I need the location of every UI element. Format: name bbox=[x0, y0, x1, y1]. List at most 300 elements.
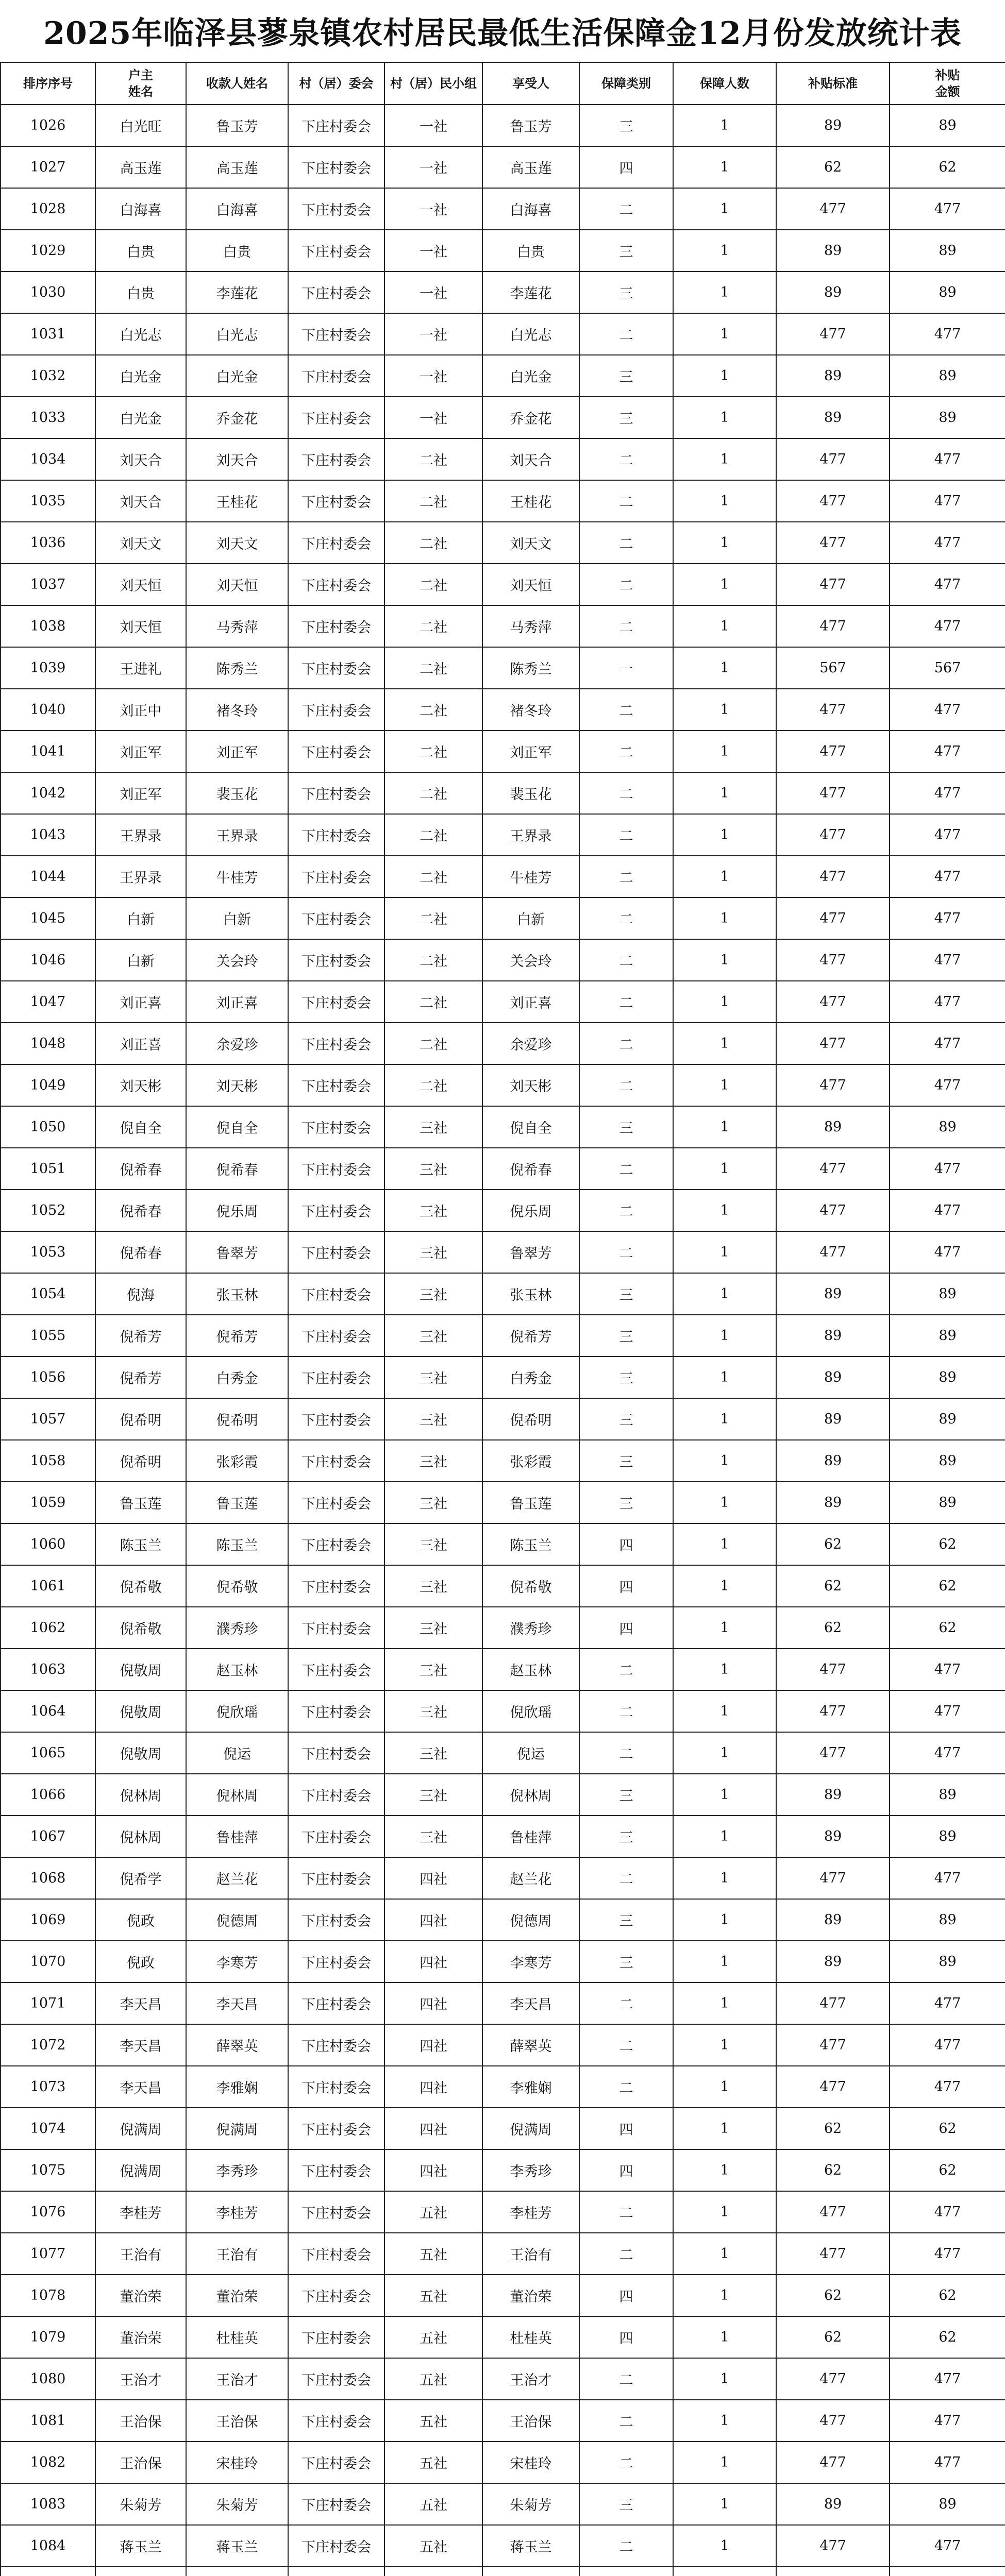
cell-group: 五社 bbox=[384, 2442, 482, 2483]
cell-count: 1 bbox=[673, 1732, 776, 1774]
cell-group: 五社 bbox=[384, 2358, 482, 2400]
cell-category: 三 bbox=[579, 1482, 673, 1523]
cell-village-committee: 下庄村委会 bbox=[288, 522, 384, 564]
cell-standard: 89 bbox=[776, 1482, 890, 1523]
cell-village-committee: 下庄村委会 bbox=[288, 438, 384, 480]
cell-seq: 1075 bbox=[1, 2149, 95, 2191]
cell-amount: 477 bbox=[890, 981, 1005, 1023]
cell-village-committee: 下庄村委会 bbox=[288, 188, 384, 230]
cell-payee: 李桂芳 bbox=[186, 2191, 288, 2233]
cell-count: 1 bbox=[673, 605, 776, 647]
table-row bbox=[1, 1440, 1005, 1482]
cell-standard: 477 bbox=[776, 438, 890, 480]
cell-count: 1 bbox=[673, 1482, 776, 1523]
cell-payee: 赵玉林 bbox=[186, 1649, 288, 1690]
cell-payee: 刘天合 bbox=[186, 438, 288, 480]
cell-householder: 王界录 bbox=[95, 814, 186, 856]
cell-count: 1 bbox=[673, 1231, 776, 1273]
cell-count bbox=[673, 2567, 776, 2576]
cell-group: 三社 bbox=[384, 1649, 482, 1690]
cell-standard: 477 bbox=[776, 2024, 890, 2066]
cell-payee: 董治荣 bbox=[186, 2275, 288, 2316]
cell-count: 1 bbox=[673, 2442, 776, 2483]
cell-category: 二 bbox=[579, 480, 673, 522]
cell-seq: 1061 bbox=[1, 1565, 95, 1607]
cell-village-committee: 下庄村委会 bbox=[288, 1941, 384, 1982]
subsidy-table bbox=[0, 62, 1005, 2576]
cell-group: 一社 bbox=[384, 397, 482, 438]
cell-count: 1 bbox=[673, 897, 776, 939]
cell-payee: 乔金花 bbox=[186, 397, 288, 438]
cell-householder: 倪政 bbox=[95, 1941, 186, 1982]
table-row bbox=[1, 1523, 1005, 1565]
cell-recipient: 白海喜 bbox=[482, 188, 579, 230]
cell-seq: 1045 bbox=[1, 897, 95, 939]
cell-amount: 89 bbox=[890, 105, 1005, 146]
table-row bbox=[1, 2400, 1005, 2442]
cell-standard: 89 bbox=[776, 1816, 890, 1857]
cell-village-committee: 下庄村委会 bbox=[288, 2483, 384, 2525]
table-row bbox=[1, 1064, 1005, 1106]
cell-count: 1 bbox=[673, 188, 776, 230]
cell-count: 1 bbox=[673, 480, 776, 522]
cell-category: 二 bbox=[579, 1982, 673, 2024]
cell-category: 二 bbox=[579, 188, 673, 230]
cell-payee: 李雅娴 bbox=[186, 2066, 288, 2108]
cell-seq: 1074 bbox=[1, 2108, 95, 2149]
cell-householder: 鲁玉莲 bbox=[95, 1482, 186, 1523]
cell-payee: 张玉林 bbox=[186, 1273, 288, 1315]
cell-village-committee: 下庄村委会 bbox=[288, 2400, 384, 2442]
cell-count: 1 bbox=[673, 438, 776, 480]
table-row bbox=[1, 2483, 1005, 2525]
cell-category: 三 bbox=[579, 2483, 673, 2525]
cell-recipient: 王治才 bbox=[482, 2358, 579, 2400]
cell-village-committee: 下庄村委会 bbox=[288, 1607, 384, 1649]
cell-village-committee: 下庄村委会 bbox=[288, 1523, 384, 1565]
cell-category: 二 bbox=[579, 1649, 673, 1690]
cell-group: 四社 bbox=[384, 2108, 482, 2149]
cell-amount: 477 bbox=[890, 2233, 1005, 2275]
cell-count: 1 bbox=[673, 2108, 776, 2149]
cell-amount: 477 bbox=[890, 605, 1005, 647]
cell-village-committee: 下庄村委会 bbox=[288, 1148, 384, 1190]
cell-group: 五社 bbox=[384, 2525, 482, 2567]
cell-payee: 倪满周 bbox=[186, 2108, 288, 2149]
cell-village-committee: 下庄村委会 bbox=[288, 1857, 384, 1899]
cell-householder: 倪希春 bbox=[95, 1148, 186, 1190]
cell-village-committee: 下庄村委会 bbox=[288, 2275, 384, 2316]
cell-recipient: 王治保 bbox=[482, 2400, 579, 2442]
cell-count: 1 bbox=[673, 2400, 776, 2442]
cell-category: 二 bbox=[579, 689, 673, 731]
cell-category: 二 bbox=[579, 2400, 673, 2442]
cell-payee: 倪德周 bbox=[186, 1899, 288, 1941]
cell-standard: 477 bbox=[776, 1982, 890, 2024]
cell-householder: 倪希明 bbox=[95, 1398, 186, 1440]
cell-amount: 477 bbox=[890, 2525, 1005, 2567]
cell-village-committee: 下庄村委会 bbox=[288, 1357, 384, 1398]
table-row bbox=[1, 1941, 1005, 1982]
cell-householder: 倪林周 bbox=[95, 1774, 186, 1816]
cell-count: 1 bbox=[673, 1106, 776, 1148]
cell-count: 1 bbox=[673, 564, 776, 605]
cell-recipient: 倪希敬 bbox=[482, 1565, 579, 1607]
cell-count: 1 bbox=[673, 772, 776, 814]
cell-village-committee: 下庄村委会 bbox=[288, 897, 384, 939]
cell-standard: 477 bbox=[776, 1690, 890, 1732]
cell-standard: 477 bbox=[776, 2525, 890, 2567]
cell-seq: 1038 bbox=[1, 605, 95, 647]
cell-householder: 白光金 bbox=[95, 397, 186, 438]
table-row bbox=[1, 2149, 1005, 2191]
cell-amount: 477 bbox=[890, 188, 1005, 230]
cell-amount: 477 bbox=[890, 772, 1005, 814]
table-row bbox=[1, 1607, 1005, 1649]
cell-category: 三 bbox=[579, 1357, 673, 1398]
cell-category: 二 bbox=[579, 1190, 673, 1231]
cell-recipient: 倪希明 bbox=[482, 1398, 579, 1440]
table-row bbox=[1, 146, 1005, 188]
cell-amount: 477 bbox=[890, 897, 1005, 939]
cell-group bbox=[384, 2567, 482, 2576]
table-row bbox=[1, 1106, 1005, 1148]
cell-seq: 1043 bbox=[1, 814, 95, 856]
cell-payee: 鲁玉莲 bbox=[186, 1482, 288, 1523]
cell-standard: 89 bbox=[776, 230, 890, 272]
cell-amount: 477 bbox=[890, 856, 1005, 897]
cell-recipient: 余爱珍 bbox=[482, 1023, 579, 1064]
cell-householder: 董治荣 bbox=[95, 2316, 186, 2358]
table-row bbox=[1, 1565, 1005, 1607]
table-row bbox=[1, 1023, 1005, 1064]
cell-count: 1 bbox=[673, 272, 776, 313]
table-row bbox=[1, 1816, 1005, 1857]
table-row bbox=[1, 939, 1005, 981]
cell-recipient: 薛翠英 bbox=[482, 2024, 579, 2066]
cell-count: 1 bbox=[673, 1357, 776, 1398]
cell-group: 三社 bbox=[384, 1315, 482, 1357]
cell-category: 三 bbox=[579, 1106, 673, 1148]
cell-group: 二社 bbox=[384, 522, 482, 564]
cell-group: 二社 bbox=[384, 814, 482, 856]
cell-group: 二社 bbox=[384, 939, 482, 981]
cell-group: 三社 bbox=[384, 1190, 482, 1231]
cell-group: 二社 bbox=[384, 564, 482, 605]
cell-recipient: 鲁玉芳 bbox=[482, 105, 579, 146]
cell-seq: 1069 bbox=[1, 1899, 95, 1941]
cell-category: 二 bbox=[579, 2233, 673, 2275]
cell-count: 1 bbox=[673, 2024, 776, 2066]
table-row bbox=[1, 605, 1005, 647]
cell-payee: 王桂花 bbox=[186, 480, 288, 522]
cell-payee: 白新 bbox=[186, 897, 288, 939]
cell-village-committee: 下庄村委会 bbox=[288, 939, 384, 981]
cell-village-committee: 下庄村委会 bbox=[288, 313, 384, 355]
cell-seq: 1065 bbox=[1, 1732, 95, 1774]
cell-amount: 89 bbox=[890, 355, 1005, 397]
cell-standard: 477 bbox=[776, 731, 890, 772]
cell-seq: 1066 bbox=[1, 1774, 95, 1816]
table-row bbox=[1, 1649, 1005, 1690]
cell-count: 1 bbox=[673, 689, 776, 731]
table-row bbox=[1, 772, 1005, 814]
cell-amount: 62 bbox=[890, 2108, 1005, 2149]
cell-payee: 李莲花 bbox=[186, 272, 288, 313]
cell-category: 四 bbox=[579, 2149, 673, 2191]
cell-category: 二 bbox=[579, 2066, 673, 2108]
cell-count: 1 bbox=[673, 397, 776, 438]
cell-village-committee: 下庄村委会 bbox=[288, 1565, 384, 1607]
cell-payee: 倪希明 bbox=[186, 1398, 288, 1440]
table-row bbox=[1, 2233, 1005, 2275]
cell-standard: 477 bbox=[776, 313, 890, 355]
cell-householder: 倪希敬 bbox=[95, 1607, 186, 1649]
cell-payee: 李秀珍 bbox=[186, 2149, 288, 2191]
cell-seq: 1040 bbox=[1, 689, 95, 731]
cell-category: 三 bbox=[579, 272, 673, 313]
cell-group: 三社 bbox=[384, 1523, 482, 1565]
cell-amount: 89 bbox=[890, 1899, 1005, 1941]
cell-category: 四 bbox=[579, 2316, 673, 2358]
cell-recipient: 褚冬玲 bbox=[482, 689, 579, 731]
cell-count: 1 bbox=[673, 230, 776, 272]
cell-standard: 477 bbox=[776, 1023, 890, 1064]
cell-group: 三社 bbox=[384, 1398, 482, 1440]
cell-standard: 89 bbox=[776, 1315, 890, 1357]
cell-recipient: 倪希春 bbox=[482, 1148, 579, 1190]
cell-amount: 89 bbox=[890, 397, 1005, 438]
cell-recipient: 李秀珍 bbox=[482, 2149, 579, 2191]
cell-payee: 刘天恒 bbox=[186, 564, 288, 605]
cell-group: 五社 bbox=[384, 2275, 482, 2316]
cell-householder: 倪希芳 bbox=[95, 1315, 186, 1357]
cell-standard: 62 bbox=[776, 2275, 890, 2316]
cell-count: 1 bbox=[673, 1023, 776, 1064]
cell-householder: 白光旺 bbox=[95, 105, 186, 146]
cell-amount: 477 bbox=[890, 1690, 1005, 1732]
cell-payee: 刘正喜 bbox=[186, 981, 288, 1023]
table-row bbox=[1, 1148, 1005, 1190]
cell-category: 三 bbox=[579, 230, 673, 272]
cell-group: 四社 bbox=[384, 2149, 482, 2191]
cell-householder: 倪希芳 bbox=[95, 1357, 186, 1398]
cell-recipient: 关会玲 bbox=[482, 939, 579, 981]
cell-count: 1 bbox=[673, 355, 776, 397]
cell-group: 四社 bbox=[384, 1857, 482, 1899]
cell-category: 二 bbox=[579, 1148, 673, 1190]
cell-category: 二 bbox=[579, 522, 673, 564]
cell-householder: 陈玉兰 bbox=[95, 1523, 186, 1565]
cell-category: 二 bbox=[579, 1732, 673, 1774]
cell-amount: 62 bbox=[890, 1565, 1005, 1607]
cell-group: 二社 bbox=[384, 605, 482, 647]
cell-count: 1 bbox=[673, 1899, 776, 1941]
cell-recipient: 倪运 bbox=[482, 1732, 579, 1774]
cell-seq: 1051 bbox=[1, 1148, 95, 1190]
cell-recipient: 宋桂玲 bbox=[482, 2442, 579, 2483]
cell-group: 二社 bbox=[384, 981, 482, 1023]
cell-count: 1 bbox=[673, 1064, 776, 1106]
cell-householder: 倪敬周 bbox=[95, 1690, 186, 1732]
cell-amount: 89 bbox=[890, 1816, 1005, 1857]
cell-seq: 1032 bbox=[1, 355, 95, 397]
cell-village-committee: 下庄村委会 bbox=[288, 731, 384, 772]
cell-amount: 477 bbox=[890, 939, 1005, 981]
cell-village-committee: 下庄村委会 bbox=[288, 1315, 384, 1357]
cell-category: 三 bbox=[579, 1774, 673, 1816]
cell-count: 1 bbox=[673, 1398, 776, 1440]
table-row bbox=[1, 647, 1005, 689]
cell-standard: 477 bbox=[776, 1190, 890, 1231]
cell-group: 四社 bbox=[384, 1899, 482, 1941]
cell-recipient: 倪林周 bbox=[482, 1774, 579, 1816]
header-payee: 收款人姓名 bbox=[186, 62, 288, 105]
cell-recipient: 倪自全 bbox=[482, 1106, 579, 1148]
cell-recipient: 白新 bbox=[482, 897, 579, 939]
cell-standard: 477 bbox=[776, 2233, 890, 2275]
cell-group: 二社 bbox=[384, 480, 482, 522]
cell-amount: 477 bbox=[890, 1649, 1005, 1690]
cell-group: 四社 bbox=[384, 2066, 482, 2108]
cell-count: 1 bbox=[673, 1982, 776, 2024]
cell-householder: 王进礼 bbox=[95, 647, 186, 689]
cell-recipient: 李寒芳 bbox=[482, 1941, 579, 1982]
cell-recipient: 王界录 bbox=[482, 814, 579, 856]
cell-village-committee: 下庄村委会 bbox=[288, 1064, 384, 1106]
cell-village-committee bbox=[288, 2567, 384, 2576]
cell-village-committee: 下庄村委会 bbox=[288, 1106, 384, 1148]
cell-householder: 王治有 bbox=[95, 2233, 186, 2275]
cell-recipient: 鲁玉莲 bbox=[482, 1482, 579, 1523]
cell-recipient: 马秀萍 bbox=[482, 605, 579, 647]
cell-recipient: 白光金 bbox=[482, 355, 579, 397]
cell-village-committee: 下庄村委会 bbox=[288, 564, 384, 605]
cell-recipient: 赵玉林 bbox=[482, 1649, 579, 1690]
cell-amount: 89 bbox=[890, 1273, 1005, 1315]
table-row bbox=[1, 2191, 1005, 2233]
cell-village-committee: 下庄村委会 bbox=[288, 1023, 384, 1064]
cell-count: 1 bbox=[673, 1690, 776, 1732]
table-row bbox=[1, 689, 1005, 731]
table-title: 2025年临泽县蓼泉镇农村居民最低生活保障金12月份发放统计表 bbox=[43, 15, 962, 52]
table-row bbox=[1, 230, 1005, 272]
cell-seq: 1041 bbox=[1, 731, 95, 772]
cell-category: 三 bbox=[579, 1315, 673, 1357]
table-row bbox=[1, 1774, 1005, 1816]
cell-amount: 477 bbox=[890, 1982, 1005, 2024]
cell-village-committee: 下庄村委会 bbox=[288, 1398, 384, 1440]
cell-payee: 刘天彬 bbox=[186, 1064, 288, 1106]
cell-category: 三 bbox=[579, 1941, 673, 1982]
cell-householder: 倪希春 bbox=[95, 1190, 186, 1231]
cell-count: 1 bbox=[673, 2233, 776, 2275]
cell-payee: 倪自全 bbox=[186, 1106, 288, 1148]
cell-standard: 62 bbox=[776, 1607, 890, 1649]
cell-seq: 1027 bbox=[1, 146, 95, 188]
cell-standard: 89 bbox=[776, 1941, 890, 1982]
table-row bbox=[1, 897, 1005, 939]
cell-category: 三 bbox=[579, 355, 673, 397]
table-row bbox=[1, 2108, 1005, 2149]
cell-group: 一社 bbox=[384, 355, 482, 397]
cell-village-committee: 下庄村委会 bbox=[288, 1190, 384, 1231]
cell-householder: 王治保 bbox=[95, 2442, 186, 2483]
cell-category: 四 bbox=[579, 1607, 673, 1649]
cell-payee: 王治保 bbox=[186, 2400, 288, 2442]
cell-category: 二 bbox=[579, 2024, 673, 2066]
cell-recipient: 刘天彬 bbox=[482, 1064, 579, 1106]
cell-count: 1 bbox=[673, 1523, 776, 1565]
cell-recipient: 白光志 bbox=[482, 313, 579, 355]
cell-seq: 1042 bbox=[1, 772, 95, 814]
cell-group: 三社 bbox=[384, 1148, 482, 1190]
cell-householder: 刘正喜 bbox=[95, 1023, 186, 1064]
cell-count: 1 bbox=[673, 2066, 776, 2108]
cell-standard: 477 bbox=[776, 188, 890, 230]
cell-village-committee: 下庄村委会 bbox=[288, 1273, 384, 1315]
cell-group: 三社 bbox=[384, 1565, 482, 1607]
cell-seq: 1028 bbox=[1, 188, 95, 230]
table-row bbox=[1, 2275, 1005, 2316]
cell-group: 一社 bbox=[384, 188, 482, 230]
cell-count: 1 bbox=[673, 2149, 776, 2191]
cell-amount: 89 bbox=[890, 1315, 1005, 1357]
cell-recipient: 刘正军 bbox=[482, 731, 579, 772]
cell-seq: 1053 bbox=[1, 1231, 95, 1273]
cell-village-committee: 下庄村委会 bbox=[288, 981, 384, 1023]
cell-amount: 477 bbox=[890, 564, 1005, 605]
cell-group: 二社 bbox=[384, 1064, 482, 1106]
table-row bbox=[1, 355, 1005, 397]
cell-amount: 89 bbox=[890, 1440, 1005, 1482]
cell-count: 1 bbox=[673, 647, 776, 689]
cell-village-committee: 下庄村委会 bbox=[288, 2108, 384, 2149]
cell-seq: 1080 bbox=[1, 2358, 95, 2400]
cell-amount: 62 bbox=[890, 2316, 1005, 2358]
cell-recipient: 高玉莲 bbox=[482, 146, 579, 188]
cell-amount: 62 bbox=[890, 1523, 1005, 1565]
cell-amount: 477 bbox=[890, 2066, 1005, 2108]
cell-seq: 1037 bbox=[1, 564, 95, 605]
cell-payee: 倪希春 bbox=[186, 1148, 288, 1190]
cell-householder: 刘正中 bbox=[95, 689, 186, 731]
cell-payee: 倪希芳 bbox=[186, 1315, 288, 1357]
cell-recipient: 李天昌 bbox=[482, 1982, 579, 2024]
cell-recipient: 张玉林 bbox=[482, 1273, 579, 1315]
header-standard: 补贴标准 bbox=[776, 62, 890, 105]
cell-payee: 刘天文 bbox=[186, 522, 288, 564]
cell-householder: 白光金 bbox=[95, 355, 186, 397]
cell-standard: 477 bbox=[776, 2442, 890, 2483]
cell-count: 1 bbox=[673, 1816, 776, 1857]
table-row bbox=[1, 564, 1005, 605]
cell-payee: 马秀萍 bbox=[186, 605, 288, 647]
table-row bbox=[1, 480, 1005, 522]
cell-category: 三 bbox=[579, 105, 673, 146]
cell-group: 一社 bbox=[384, 146, 482, 188]
cell-category: 二 bbox=[579, 438, 673, 480]
cell-seq: 1036 bbox=[1, 522, 95, 564]
cell-amount bbox=[890, 2567, 1005, 2576]
cell-category: 四 bbox=[579, 2275, 673, 2316]
cell-recipient: 李雅娴 bbox=[482, 2066, 579, 2108]
cell-standard: 89 bbox=[776, 1440, 890, 1482]
cell-village-committee: 下庄村委会 bbox=[288, 1649, 384, 1690]
cell-recipient: 董治荣 bbox=[482, 2275, 579, 2316]
cell-recipient: 刘天文 bbox=[482, 522, 579, 564]
cell-recipient bbox=[482, 2567, 579, 2576]
